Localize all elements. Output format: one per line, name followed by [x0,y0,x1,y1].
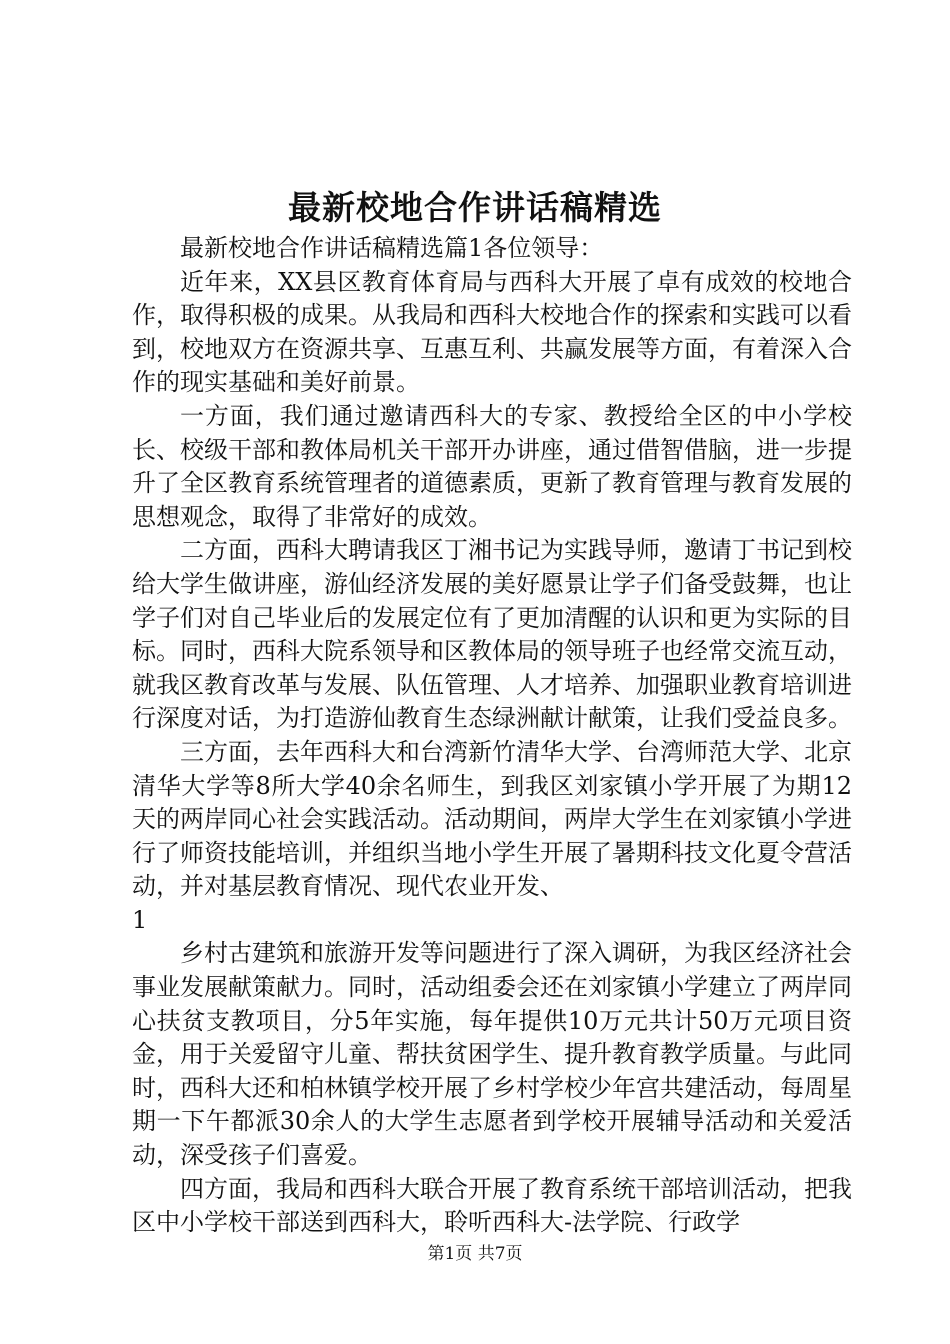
document-title: 最新校地合作讲话稿精选 [288,188,662,227]
document-body [132,232,852,1240]
salutation-paragraph: 最新校地合作讲话稿精选篇1各位领导： [180,234,604,262]
fourth-aspect-paragraph: 四方面，我局和西科大联合开展了教育系统干部培训活动，把我区中小学校干部送到西科大，聆听西科大-法学院、行政学 [132,1174,852,1237]
first-aspect-paragraph: 一方面，我们通过邀请西科大的专家、教授给全区的中小学校长、校级干部和教体局机关干部开办讲座，通过借智借脑，进一步提升了全区教育系统管理者的道德素质，更新了教育管理与教育发展的思想观念，取得了非常好的成效。 [132,401,852,531]
page-footer: 第1页 共7页 [427,1244,523,1264]
third-aspect-paragraph: 三方面，去年西科大和台湾新竹清华大学、台湾师范大学、北京清华大学等8所大学40余名师生，到我区刘家镇小学开展了为期12天的两岸同心社会实践活动。活动期间，两岸大学生在刘家镇小学进行了师资技能培训，并组织当地小学生开展了暑期科技文化夏令营活动，并对基层教育情况、现代农业开发、 [132,737,852,901]
page-break-marker: 1 [132,905,148,934]
intro-paragraph: 近年来，XX县区教育体育局与西科大开展了卓有成效的校地合作，取得积极的成果。从我局和西科大校地合作的探索和实践可以看到，校地双方在资源共享、互惠互利、共赢发展等方面，有着深入合作的现实基础和美好前景。 [132,267,852,397]
second-aspect-paragraph: 二方面，西科大聘请我区丁湘书记为实践导师，邀请丁书记到校给大学生做讲座，游仙经济发展的美好愿景让学子们备受鼓舞，也让学子们对自己毕业后的发展定位有了更加清醒的认识和更为实际的目标。同时，西科大院系领导和区教体局的领导班子也经常交流互动，就我区教育改革与发展、队伍管理、人才培养、加强职业教育培训进行深度对话，为打造游仙教育生态绿洲献计献策，让我们受益良多。 [132,536,852,733]
third-aspect-continued-paragraph: 乡村古建筑和旅游开发等问题进行了深入调研，为我区经济社会事业发展献策献力。同时，活动组委会还在刘家镇小学建立了两岸同心扶贫支教项目，分5年实施，每年提供10万元共计50万元项目资金，用于关爱留守儿童、帮扶贫困学生、提升教育教学质量。与此同时，西科大还和柏林镇学校开展了乡村学校少年宫共建活动，每周星期一下午都派30余人的大学生志愿者到学校开展辅导活动和关爱活动，深受孩子们喜爱。 [132,939,852,1170]
